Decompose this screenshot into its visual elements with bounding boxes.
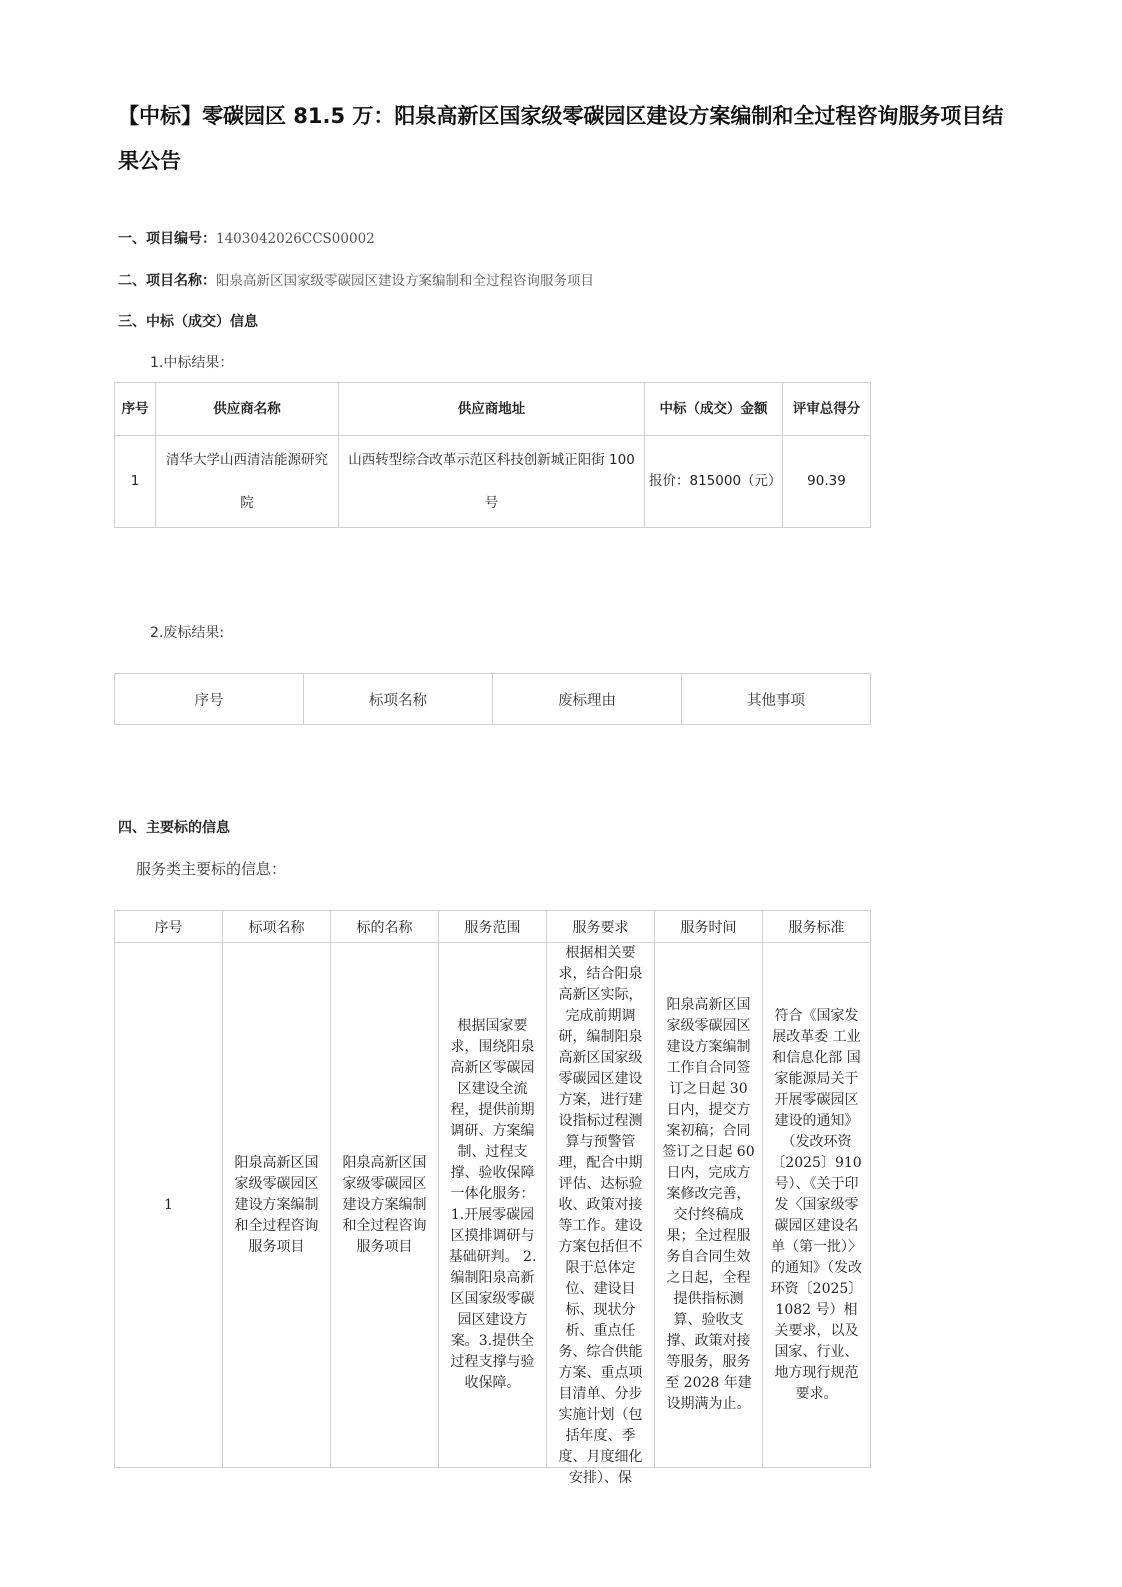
award-result-label: 1.中标结果： bbox=[150, 355, 234, 371]
table-row bbox=[115, 943, 871, 1468]
header-waste-reason: 废标理由 bbox=[493, 674, 682, 725]
header-service-standard: 服务标准 bbox=[763, 911, 871, 943]
service-subject-label: 服务类主要标的信息： bbox=[136, 860, 287, 878]
header-no: 序号 bbox=[115, 674, 304, 725]
project-number-label: 一、项目编号： bbox=[118, 231, 216, 247]
service-subject-table bbox=[114, 910, 871, 1486]
header-other-matters: 其他事项 bbox=[682, 674, 871, 725]
row-item-name: 阳泉高新区国家级零碳园区建设方案编制和全过程咨询服务项目 bbox=[223, 943, 331, 1468]
header-service-scope: 服务范围 bbox=[439, 911, 547, 943]
project-name-value: 阳泉高新区国家级零碳园区建设方案编制和全过程咨询服务项目 bbox=[216, 273, 594, 289]
header-service-time: 服务时间 bbox=[655, 911, 763, 943]
header-no: 序号 bbox=[115, 383, 156, 436]
row-service-requirement: 根据相关要求，结合阳泉高新区实际，完成前期调研，编制阳泉高新区国家级零碳园区建设方案，进行建设指标过程测算与预警管理，配合中期评估、达标验收、政策对接等工作。建设方案包括但不限于总体定位、建设目标、现状分析、重点任务、综合供能方案、重点项目清单、分步实施计划（包括年度、季度、月度细化安排）、保 bbox=[558, 945, 643, 1486]
row-service-requirement-cell bbox=[547, 943, 655, 1486]
header-item-name: 标项名称 bbox=[223, 911, 331, 943]
award-result-table bbox=[114, 382, 871, 528]
table-header-row bbox=[115, 383, 871, 436]
row-supplier-address: 山西转型综合改革示范区科技创新城正阳街 100 号 bbox=[339, 436, 645, 528]
row-award-amount: 报价：815000（元） bbox=[645, 436, 783, 528]
row-supplier-name: 清华大学山西清洁能源研究院 bbox=[156, 436, 339, 528]
row-no: 1 bbox=[115, 943, 223, 1468]
row-no: 1 bbox=[115, 436, 156, 528]
section-subject-heading: 四、主要标的信息 bbox=[118, 820, 230, 836]
row-service-time: 阳泉高新区国家级零碳园区建设方案编制工作自合同签订之日起 30 日内，提交方案初稿；合同签订之日起 60 日内，完成方案修改完善，交付终稿成果；全过程服务自合同生效之日起，全程提供指标测算、验收支撑、政策对接等服务，服务至 2028 年建设期满为止。 bbox=[655, 943, 763, 1468]
header-score: 评审总得分 bbox=[783, 383, 871, 436]
header-supplier-address: 供应商地址 bbox=[339, 383, 645, 436]
page-title: 【中标】零碳园区 81.5 万：阳泉高新区国家级零碳园区建设方案编制和全过程咨询服务项目结果公告 bbox=[118, 104, 1004, 173]
row-score: 90.39 bbox=[783, 436, 871, 528]
table-header-row bbox=[115, 674, 871, 725]
waste-result-label: 2.废标结果: bbox=[150, 625, 225, 641]
header-service-requirement: 服务要求 bbox=[547, 911, 655, 943]
header-supplier-name: 供应商名称 bbox=[156, 383, 339, 436]
header-award-amount: 中标（成交）金额 bbox=[645, 383, 783, 436]
project-name-row bbox=[118, 270, 594, 292]
table-header-row bbox=[115, 911, 871, 943]
header-subject-name: 标的名称 bbox=[331, 911, 439, 943]
project-name-label: 二、项目名称： bbox=[118, 273, 216, 289]
row-service-standard: 符合《国家发展改革委 工业和信息化部 国家能源局关于开展零碳园区建设的通知》（发改环资〔2025〕910 号）、《关于印发〈国家级零碳园区建设名单（第一批）〉的通知》（发改环资〔2025〕1082 号）相关要求，以及国家、行业、地方现行规范要求。 bbox=[763, 943, 871, 1468]
header-no: 序号 bbox=[115, 911, 223, 943]
section-award-heading: 三、中标（成交）信息 bbox=[118, 314, 258, 330]
row-subject-name: 阳泉高新区国家级零碳园区建设方案编制和全过程咨询服务项目 bbox=[331, 943, 439, 1468]
header-item-name: 标项名称 bbox=[304, 674, 493, 725]
project-number-value: 1403042026CCS00002 bbox=[216, 231, 375, 247]
row-service-scope: 根据国家要求，围绕阳泉高新区零碳园区建设全流程，提供前期调研、方案编制、过程支撑、验收保障一体化服务： 1.开展零碳园区摸排调研与基础研判。 2.编制阳泉高新区国家级零碳园区建设方案。3.提供全过程支撑与验收保障。 bbox=[439, 943, 547, 1468]
project-number-row bbox=[118, 228, 375, 250]
waste-result-table bbox=[114, 673, 871, 725]
table-row bbox=[115, 436, 871, 528]
